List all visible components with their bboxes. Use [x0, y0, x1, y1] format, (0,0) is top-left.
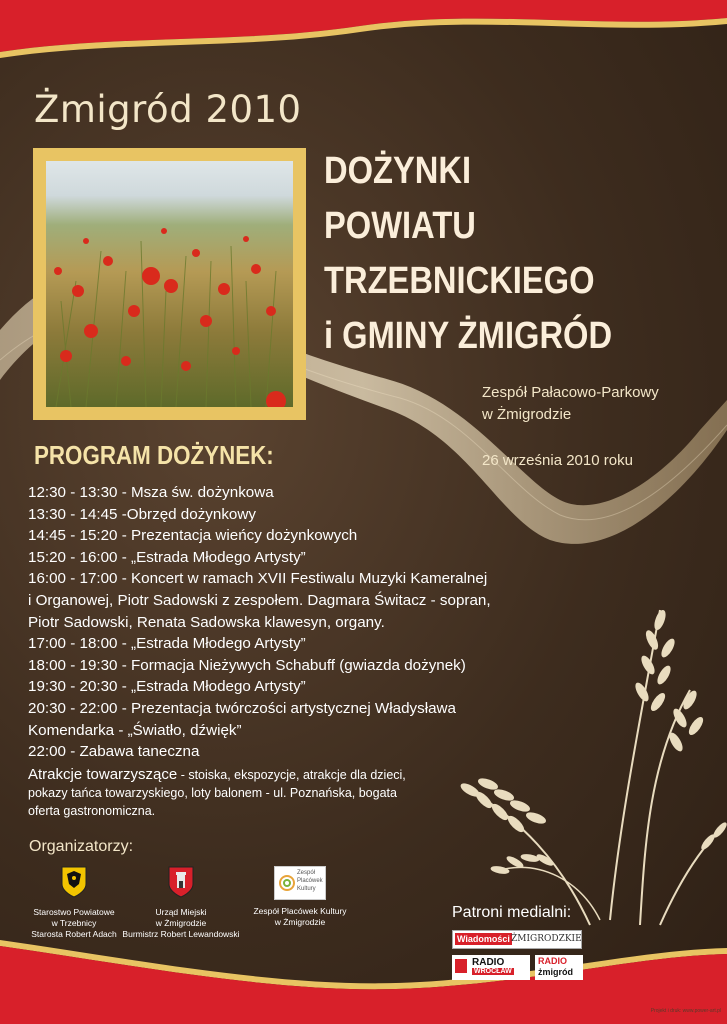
program-line: Komendarka - „Światło, dźwięk” — [28, 721, 242, 739]
program-line: i Organowej, Piotr Sadowski z zespołem. Dagmara Świtacz - sopran, — [28, 591, 491, 609]
culture-logo-text-2: Placówek — [297, 878, 323, 884]
radio-wroclaw-icon — [455, 959, 467, 973]
poppy-photo-frame — [33, 148, 306, 420]
title-line-3: TRZEBNICKIEGO — [324, 260, 595, 302]
culture-center-swirl-icon — [277, 873, 297, 893]
poppy-field-photo — [46, 161, 293, 407]
event-city-year: Żmigród 2010 — [34, 88, 302, 131]
attractions-text-1: - stoiska, ekspozycje, atrakcje dla dzieci, — [177, 768, 406, 782]
patron-logo-radio-wroclaw — [452, 955, 530, 980]
program-line: 14:45 - 15:20 - Prezentacja wieńcy dożynkowych — [28, 527, 358, 545]
patron-logo-wiadomosci-a: Wiadomości — [457, 934, 510, 944]
patron-logo-radio-wroclaw-b: WROCŁAW — [474, 968, 512, 975]
patron-logo-wiadomosci — [452, 930, 582, 949]
venue-line-2: w Żmigrodzie — [482, 406, 572, 423]
program-line: Piotr Sadowski, Renata Sadowska klawesyn, organy. — [28, 613, 385, 631]
organizer-town-line-2: w Żmigrodzie — [155, 918, 207, 928]
venue — [482, 382, 659, 426]
organizer-culture-center — [236, 866, 364, 928]
program-line: 20:30 - 22:00 - Prezentacja twórczości artystycznej Władysława — [28, 699, 456, 717]
program-line: 12:30 - 13:30 - Msza św. dożynkowa — [28, 484, 274, 501]
attractions-text-3: oferta gastronomiczna. — [28, 804, 156, 818]
organizer-town — [116, 866, 246, 940]
program-title: PROGRAM DOŻYNEK: — [34, 440, 274, 470]
poppy-field-illustration — [46, 161, 293, 407]
attractions-text-2: pokazy tańca towarzyskiego, loty balonem - ul. Poznańska, bogata — [28, 786, 397, 800]
culture-logo-text-3: Kultury — [297, 886, 316, 892]
venue-line-1: Zespół Pałacowo-Parkowy — [482, 384, 659, 401]
organizer-county-line-1: Starostwo Powiatowe — [33, 907, 115, 917]
program-line: 18:00 - 19:30 - Formacja Nieżywych Schabuff (gwiazda dożynek) — [28, 656, 466, 674]
patron-logo-radio-zmigrod-b: żmigród — [538, 967, 573, 977]
attractions — [28, 766, 458, 820]
town-coat-of-arms-icon — [168, 866, 194, 898]
organizer-culture-line-1: Zespół Placówek Kultury — [253, 906, 347, 916]
title-line-2: POWIATU — [324, 205, 476, 247]
program-line: 15:20 - 16:00 - „Estrada Młodego Artysty” — [28, 548, 306, 566]
organizer-culture-line-2: w Żmigrodzie — [274, 917, 326, 927]
patron-logo-radio-zmigrod — [535, 955, 583, 980]
culture-logo-text-1: Zespół — [297, 870, 316, 876]
patron-logo-wiadomosci-b: ŻMIGRODZKIE — [511, 934, 582, 944]
main-title — [324, 144, 612, 364]
program-list — [28, 482, 548, 763]
program-line: 17:00 - 18:00 - „Estrada Młodego Artysty” — [28, 635, 306, 653]
title-line-4: i GMINY ŻMIGRÓD — [324, 315, 613, 357]
event-date: 26 września 2010 roku — [482, 452, 633, 469]
organizers-label: Organizatorzy: — [29, 838, 134, 855]
patrons-label: Patroni medialni: — [452, 904, 572, 921]
attractions-lead: Atrakcje towarzyszące — [28, 766, 178, 783]
program-line: 16:00 - 17:00 - Koncert w ramach XVII Festiwalu Muzyki Kameralnej — [28, 570, 488, 588]
patron-logo-radio-zmigrod-a: RADIO — [538, 956, 567, 966]
organizer-county-line-2: w Trzebnicy — [51, 918, 97, 928]
organizer-town-line-3: Burmistrz Robert Lewandowski — [122, 929, 240, 939]
county-coat-of-arms-icon — [61, 866, 87, 898]
print-credit: Projekt i druk: www.power-art.pl — [650, 1008, 721, 1014]
organizer-town-line-1: Urząd Miejski — [155, 907, 207, 917]
program-line: 19:30 - 20:30 - „Estrada Młodego Artysty” — [28, 678, 306, 696]
program-line: 13:30 - 14:45 -Obrzęd dożynkowy — [28, 505, 256, 523]
program-line: 22:00 - Zabawa taneczna — [28, 743, 200, 761]
title-line-1: DOŻYNKI — [324, 150, 472, 192]
culture-center-logo-icon — [274, 866, 326, 900]
organizer-county-line-3: Starosta Robert Adach — [31, 929, 117, 939]
patron-logo-radio-wroclaw-a: RADIO — [472, 957, 505, 968]
